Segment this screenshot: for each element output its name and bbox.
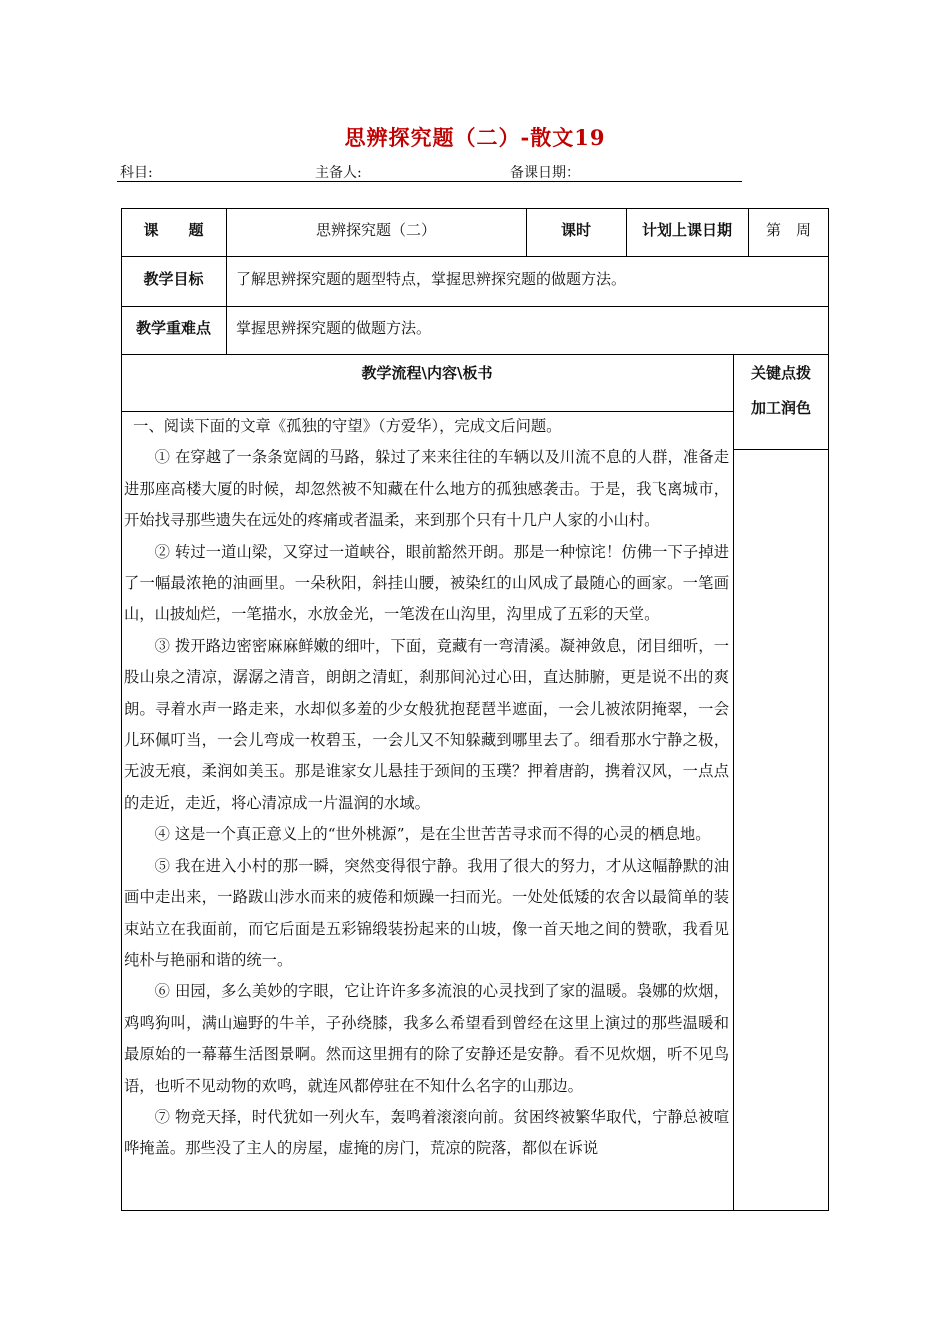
meta-line [117, 160, 742, 182]
side-label-2: 加工润色 [750, 399, 811, 417]
preparer-label: 主备人: [315, 165, 362, 181]
passage-paragraph: ② 转过一道山梁，又穿过一道峡谷，眼前豁然开朗。那是一种惊诧！仿佛一下子掉进了一幅最浓艳的油画里。一朵秋阳，斜挂山腰，被染红的山风成了最随心的画家。一笔画山，山披灿烂，一笔描水，水放金光，一笔泼在山沟里，沟里成了五彩的天堂。 [124, 542, 729, 624]
passage-intro: 一、阅读下面的文章《孤独的守望》（方爱华），完成文后问题。 [133, 417, 562, 435]
row-divider [121, 256, 829, 257]
row-divider [121, 354, 829, 355]
row-divider [733, 449, 829, 450]
reading-passage [124, 411, 729, 1165]
week-label: 第 周 [765, 221, 811, 239]
key-value: 掌握思辨探究题的做题方法。 [236, 319, 432, 337]
passage-paragraph: ⑥ 田园，多么美妙的字眼，它让许许多多流浪的心灵找到了家的温暖。袅娜的炊烟，鸡鸣狗叫，满山遍野的牛羊，子孙绕膝，我多么希望看到曾经在这里上演过的那些温暖和最原始的一幕幕生活图景啊。然而这里拥有的除了安静还是安静。看不见炊烟，听不见鸟语，也听不见动物的欢鸣，就连风都停驻在不知什么名字的山那边。 [124, 982, 729, 1095]
topic-label: 课 题 [143, 221, 204, 239]
topic-value: 思辨探究题（二） [315, 221, 436, 239]
passage-paragraph: ④ 这是一个真正意义上的“世外桃源”，是在尘世苦苦寻求而不得的心灵的栖息地。 [154, 825, 711, 844]
period-label: 课时 [560, 221, 591, 239]
side-label-1: 关键点拨 [750, 364, 811, 382]
flow-label: 教学流程\内容\板书 [361, 364, 493, 382]
passage-paragraph: ⑤ 我在进入小村的那一瞬，突然变得很宁静。我用了很大的努力，才从这幅静默的油画中走出来，一路跋山涉水而来的疲倦和烦躁一扫而光。一处处低矮的农舍以最简单的装束站立在我面前，而它后面是五彩锦缎装扮起来的山坡，像一首天地之间的赞歌，我看见纯朴与艳丽和谐的统一。 [124, 856, 729, 969]
document-title: 思辨探究题（二）-散文19 [344, 125, 606, 150]
passage-paragraph: ③ 拨开路边密密麻麻鲜嫩的细叶，下面，竟藏有一弯清溪。凝神敛息，闭目细听，一股山泉之清凉，潺潺之清音，朗朗之清虹，刹那间沁过心田，直达肺腑，更是说不出的爽朗。寻着水声一路走来，水却似多羞的少女般犹抱琵琶半遮面，一会儿被浓阴掩翠，一会儿环佩叮当，一会儿弯成一枚碧玉，一会儿又不知躲藏到哪里去了。细看那水宁静之极，无波无痕，柔润如美玉。那是谁家女儿悬挂于颈间的玉璞？押着唐韵，携着汉风，一点点的走近，走近，将心清凉成一片温润的水域。 [124, 636, 729, 812]
subject-label: 科目: [120, 165, 153, 181]
date-label: 备课日期： [510, 165, 580, 181]
row-divider [121, 306, 829, 307]
goal-label: 教学目标 [143, 270, 204, 288]
plan-date-label: 计划上课日期 [641, 221, 732, 239]
passage-paragraph: ⑦ 物竞天择，时代犹如一列火车，轰鸣着滚滚向前。贫困终被繁华取代，宁静总被喧哗掩盖。那些没了主人的房屋，虚掩的房门，荒凉的院落，都似在诉说 [124, 1107, 729, 1158]
goal-value: 了解思辨探究题的题型特点，掌握思辨探究题的做题方法。 [236, 270, 627, 288]
passage-paragraph: ① 在穿越了一条条宽阔的马路，躲过了来来往往的车辆以及川流不息的人群，准备走进那座高楼大厦的时候，却忽然被不知藏在什么地方的孤独感袭击。于是，我飞离城市，开始找寻那些遗失在远处的疼痛或者温柔，来到那个只有十几户人家的小山村。 [124, 448, 729, 530]
key-label: 教学重难点 [135, 319, 211, 337]
col-divider [733, 354, 734, 1211]
